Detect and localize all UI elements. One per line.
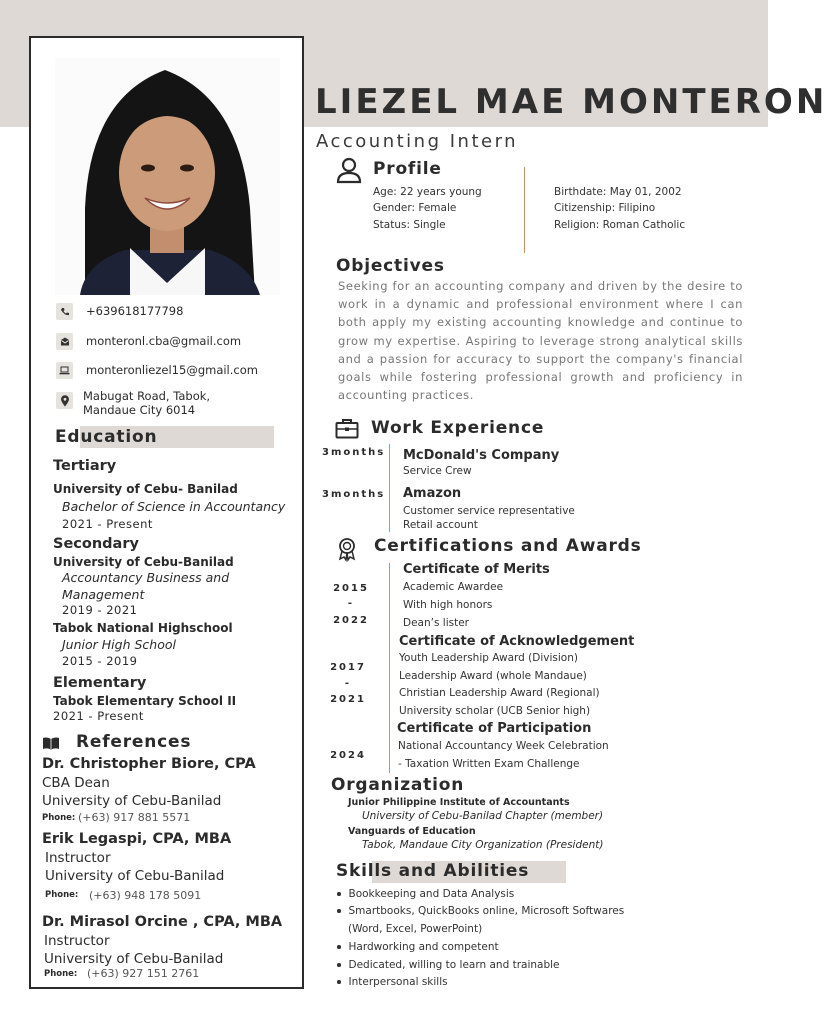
reference-2-phone[interactable]: (+63) 948 178 5091	[89, 889, 202, 902]
cert-2-title: Certificate of Acknowledgement	[399, 634, 635, 649]
reference-3-name: Dr. Mirasol Orcine , CPA, MBA	[42, 914, 283, 930]
certs-title: Certifications and Awards	[374, 536, 642, 556]
profile-religion: Religion: Roman Catholic	[554, 219, 686, 231]
cert-2-item-3: Christian Leadership Award (Regional)	[399, 687, 600, 699]
reference-2-org: University of Cebu-Banilad	[45, 868, 225, 884]
education-title: Education	[55, 427, 158, 447]
education-elementary-years: 2021 - Present	[53, 709, 144, 723]
education-elementary-heading: Elementary	[53, 675, 147, 691]
reference-1-name: Dr. Christopher Biore, CPA	[42, 756, 256, 772]
skill-1-label: Bookkeeping and Data Analysis	[348, 888, 515, 900]
education-tertiary-degree: Bachelor of Science in Accountancy	[62, 499, 286, 514]
reference-3-phone[interactable]: (+63) 927 151 2761	[87, 967, 200, 980]
cert-2-year-end: 2021	[330, 694, 366, 705]
cert-2-year-start: 2017	[330, 662, 366, 673]
work-title: Work Experience	[371, 418, 545, 438]
bullet-icon	[337, 945, 341, 949]
work-1-line-1: Service Crew	[403, 465, 472, 477]
reference-3-phone-label: Phone:	[44, 969, 78, 979]
work-1-company: McDonald's Company	[403, 448, 560, 463]
organization-2-name: Vanguards of Education	[348, 826, 476, 837]
contact-address-line2: Mandaue City 6014	[83, 403, 196, 417]
profile-birthdate: Birthdate: May 01, 2002	[554, 186, 682, 198]
education-elementary-school: Tabok Elementary School II	[53, 694, 237, 708]
skill-4-label: Dedicated, willing to learn and trainable	[348, 959, 560, 971]
applicant-name: LIEZEL MAE MONTERON	[315, 82, 827, 122]
education-tertiary-school: University of Cebu- Banilad	[53, 482, 238, 496]
reference-3-position: Instructor	[44, 933, 110, 949]
open-book-icon	[42, 735, 60, 754]
education-secondary-degree-line1: Accountancy Business and	[62, 570, 230, 585]
reference-2-position: Instructor	[45, 850, 111, 866]
objectives-title: Objectives	[336, 256, 445, 276]
education-secondary-heading: Secondary	[53, 536, 139, 552]
user-icon	[336, 157, 362, 188]
work-2-line-2: Retail account	[403, 519, 478, 531]
cert-1-dash: -	[347, 598, 355, 609]
skill-item-1	[337, 888, 514, 900]
education-tertiary-heading: Tertiary	[53, 458, 117, 474]
briefcase-icon	[335, 418, 359, 443]
cert-1-year-start: 2015	[333, 583, 369, 594]
cert-2-item-4: University scholar (UCB Senior high)	[399, 705, 591, 717]
cert-3-item-2: - Taxation Written Exam Challenge	[398, 758, 580, 770]
cert-3-title: Certificate of Participation	[397, 721, 592, 736]
cert-1-item-2: With high honors	[403, 599, 493, 611]
cert-1-item-3: Dean’s lister	[403, 617, 469, 629]
map-pin-icon	[56, 392, 73, 409]
skills-title: Skills and Abilities	[336, 861, 530, 881]
cert-2-dash: -	[344, 678, 352, 689]
skill-item-4	[337, 959, 560, 971]
bullet-icon	[337, 963, 341, 967]
work-1-period: 3months	[322, 447, 386, 458]
organization-1-detail: University of Cebu-Banilad Chapter (member)	[362, 810, 604, 822]
references-title: References	[76, 732, 192, 752]
cert-1-year-end: 2022	[333, 615, 369, 626]
skill-item-2-cont: (Word, Excel, PowerPoint)	[348, 923, 483, 935]
cert-2-item-2: Leadership Award (whole Mandaue)	[399, 670, 587, 682]
profile-citizenship: Citizenship: Filipino	[554, 202, 656, 214]
bullet-icon	[337, 892, 341, 896]
contact-email-2[interactable]: monteronliezel15@gmail.com	[86, 363, 258, 377]
cert-1-title: Certificate of Merits	[403, 562, 550, 577]
profile-gender: Gender: Female	[373, 202, 457, 214]
education-tertiary-years: 2021 - Present	[62, 517, 153, 531]
award-ribbon-icon	[336, 537, 358, 565]
reference-3-org: University of Cebu-Banilad	[44, 951, 224, 967]
reference-2-name: Erik Legaspi, CPA, MBA	[42, 831, 232, 847]
education-secondary-school-2: Tabok National Highschool	[53, 621, 233, 635]
cert-3-item-1: National Accountancy Week Celebration	[398, 740, 609, 752]
reference-2-phone-label: Phone:	[45, 890, 79, 900]
work-2-period: 3months	[322, 489, 386, 500]
bullet-icon	[337, 909, 341, 913]
skill-3-label: Hardworking and competent	[348, 941, 499, 953]
education-secondary-school: University of Cebu-Banilad	[53, 555, 234, 569]
education-secondary-years-2: 2015 - 2019	[62, 654, 138, 668]
skill-2-label: Smartbooks, QuickBooks online, Microsoft Softwares	[348, 905, 625, 917]
cert-3-year: 2024	[330, 750, 366, 761]
reference-1-position: CBA Dean	[42, 775, 110, 791]
phone-icon	[56, 303, 73, 320]
organization-title: Organization	[331, 775, 465, 795]
profile-title: Profile	[373, 159, 442, 179]
reference-1-phone[interactable]: (+63) 917 881 5571	[78, 811, 191, 824]
work-2-company: Amazon	[403, 486, 462, 501]
reference-1-phone-label: Phone:	[42, 813, 76, 823]
skill-item-2	[337, 905, 624, 917]
laptop-icon	[56, 362, 73, 379]
organization-1-name: Junior Philippine Institute of Accountants	[348, 797, 570, 808]
contact-phone[interactable]: +639618177798	[86, 304, 184, 318]
profile-photo	[55, 58, 280, 295]
profile-status: Status: Single	[373, 219, 446, 231]
bullet-icon	[337, 980, 341, 984]
education-secondary-degree-line2: Management	[62, 587, 145, 602]
profile-divider	[524, 167, 525, 253]
objectives-text: Seeking for an accounting company and driven by the desire to work in a dynamic and professional environment where I can both apply my existing accounting knowledge and continue to grow my expertise. Aspiring to leverage strong analytical skills and a passion for accuracy to support the company's financial goals while fostering professional growth and proficiency in accounting practices.	[338, 279, 743, 403]
certs-divider	[389, 563, 390, 773]
skill-item-3	[337, 941, 499, 953]
skill-item-5	[337, 976, 448, 988]
contact-address-line1: Mabugat Road, Tabok,	[83, 389, 211, 403]
applicant-role: Accounting Intern	[316, 131, 519, 152]
profile-age: Age: 22 years young	[373, 186, 482, 198]
organization-2-detail: Tabok, Mandaue City Organization (President)	[362, 839, 604, 851]
work-divider	[389, 444, 390, 532]
cert-1-item-1: Academic Awardee	[403, 581, 504, 593]
contact-email-1[interactable]: monteronl.cba@gmail.com	[86, 334, 242, 348]
envelope-icon	[56, 333, 73, 350]
education-secondary-years: 2019 - 2021	[62, 603, 138, 617]
cert-2-item-1: Youth Leadership Award (Division)	[399, 652, 578, 664]
work-2-line-1: Customer service representative	[403, 505, 575, 517]
skill-5-label: Interpersonal skills	[348, 976, 448, 988]
education-secondary-degree-2: Junior High School	[62, 637, 176, 652]
reference-1-org: University of Cebu-Banilad	[42, 793, 222, 809]
